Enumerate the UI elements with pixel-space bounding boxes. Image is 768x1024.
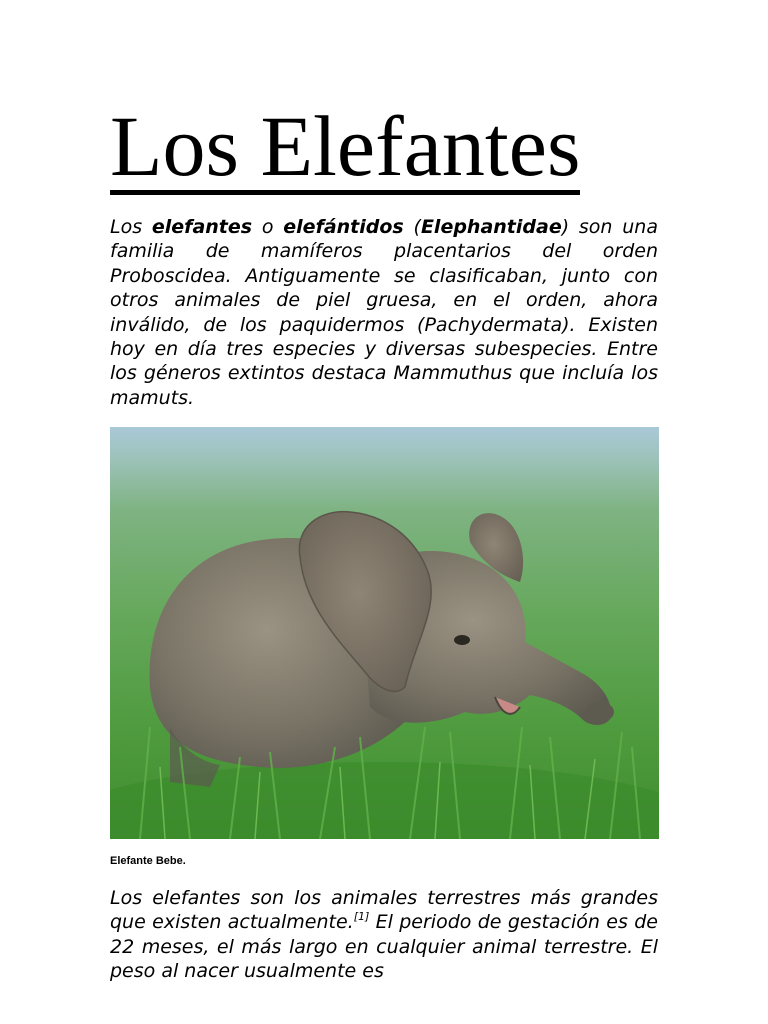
intro-text-1: Los (110, 216, 152, 238)
intro-text-3: ( (403, 216, 421, 238)
page-title-text: Los Elefantes (110, 98, 581, 194)
photo-caption: Elefante Bebe. (110, 855, 186, 867)
page-title (110, 100, 650, 195)
intro-bold-elefantidos: elefántidos (283, 216, 404, 238)
intro-text-2: o (252, 216, 284, 238)
second-text-1: Los elefantes son los animales terrestres más grandes que existen actualmente. (110, 887, 658, 934)
elephant-photo-illustration (110, 427, 659, 839)
footnote-reference[interactable]: [1] (353, 910, 370, 924)
second-text-2: El periodo de gestación es de 22 meses, el más largo en cualquier animal terrestre. El peso al nacer usualmente es (110, 911, 658, 983)
second-paragraph (110, 886, 658, 984)
intro-bold-elephantidae: Elephantidae (420, 216, 562, 238)
intro-bold-elefantes: elefantes (151, 216, 253, 238)
intro-paragraph (110, 215, 658, 410)
elephant-photo (110, 427, 659, 839)
intro-text-4: ) son una familia de mamíferos placentarios del orden Proboscidea. Antiguamente se clasificaban, junto con otros animales de piel gruesa, en el orden, ahora inválido, de los paquidermos (Pachydermata). Existen hoy en día tres especies y diversas subespecies. Entre los géneros extintos destaca Mammuthus que incluía los mamuts. (110, 216, 658, 409)
